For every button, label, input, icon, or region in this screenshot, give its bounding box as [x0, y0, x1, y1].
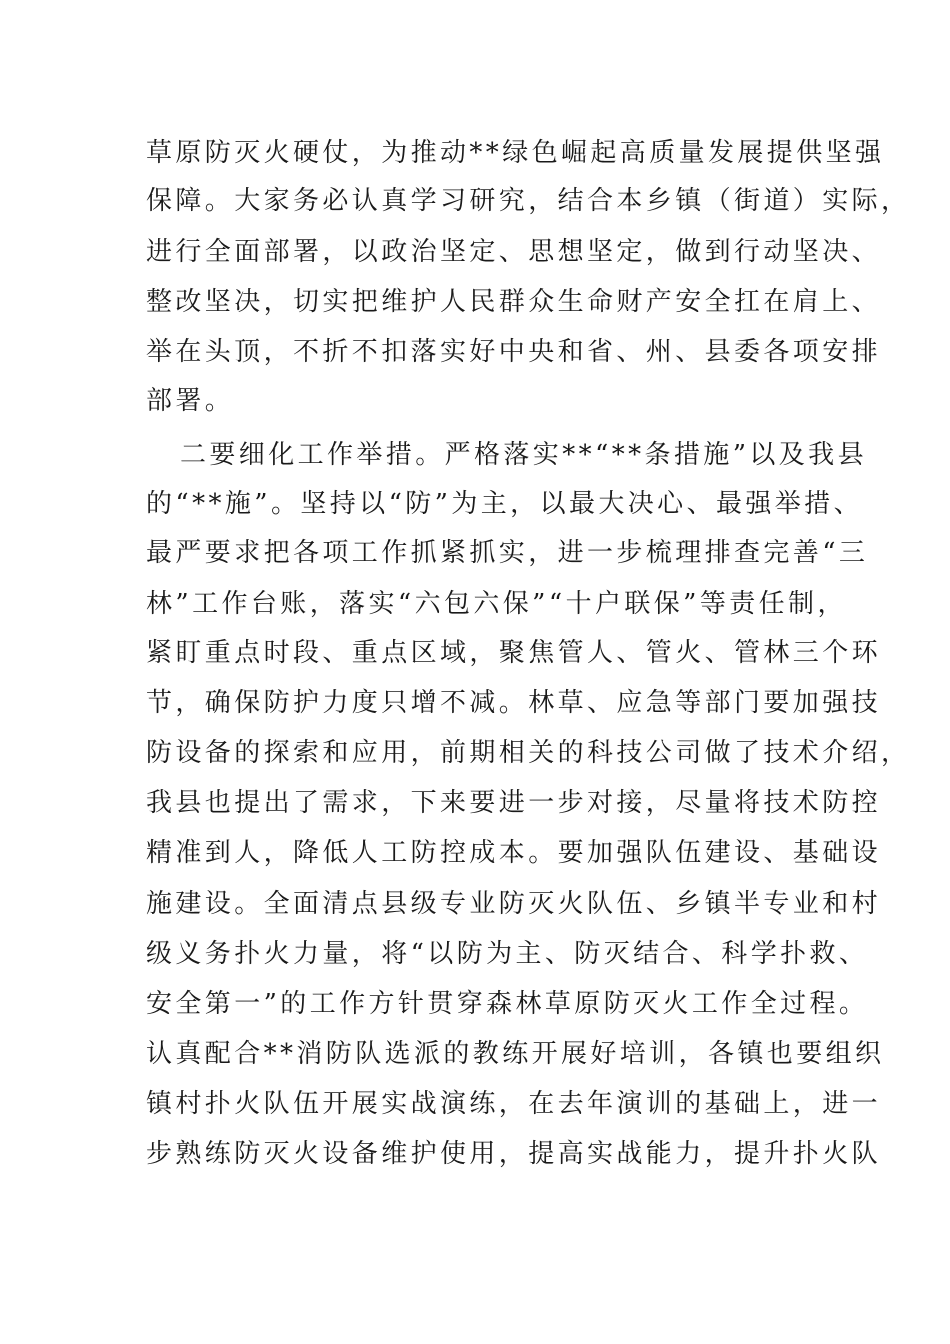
text-line: 进行全面部署，以政治坚定、思想坚定，做到行动坚决、: [146, 237, 882, 267]
text-line: 施建设。全面清点县级专业防灭火队伍、乡镇半专业和村: [146, 889, 882, 919]
text-line: 整改坚决，切实把维护人民群众生命财产安全扛在肩上、: [146, 287, 882, 317]
text-line: 防设备的探索和应用，前期相关的科技公司做了技术介绍，: [146, 738, 911, 768]
text-line: 保障。大家务必认真学习研究，结合本乡镇（街道）实际，: [146, 186, 911, 216]
text-line: 最严要求把各项工作抓紧抓实，进一步梳理排查完善“三: [146, 538, 869, 568]
text-line: 节，确保防护力度只增不减。林草、应急等部门要加强技: [146, 688, 882, 718]
text-line: 精准到人，降低人工防控成本。要加强队伍建设、基础设: [146, 838, 882, 868]
text-line: 紧盯重点时段、重点区域，聚焦管人、管火、管林三个环: [146, 638, 882, 668]
text-line: 部署。: [146, 386, 235, 416]
text-line: 步熟练防灭火设备维护使用，提高实战能力，提升扑火队: [146, 1139, 882, 1169]
text-line: 镇村扑火队伍开展实战演练，在去年演训的基础上，进一: [146, 1089, 882, 1119]
text-line: 举在头顶，不折不扣落实好中央和省、州、县委各项安排: [146, 337, 882, 367]
text-line: 二要细化工作举措。严格落实**“**条措施”以及我县: [180, 440, 867, 470]
text-line: 我县也提出了需求，下来要进一步对接，尽量将技术防控: [146, 788, 882, 818]
text-line: 的“**施”。坚持以“防”为主，以最大决心、最强举措、: [146, 489, 863, 519]
text-line: 认真配合**消防队选派的教练开展好培训，各镇也要组织: [146, 1039, 885, 1069]
text-line: 草原防灭火硬仗，为推动**绿色崛起高质量发展提供坚强: [146, 138, 885, 168]
text-line: 安全第一”的工作方针贯穿森林草原防灭火工作全过程。: [146, 989, 869, 1019]
text-line: 级义务扑火力量，将“以防为主、防灭结合、科学扑救、: [146, 939, 869, 969]
text-line: 林”工作台账，落实“六包六保”“十户联保”等责任制，: [146, 589, 847, 619]
